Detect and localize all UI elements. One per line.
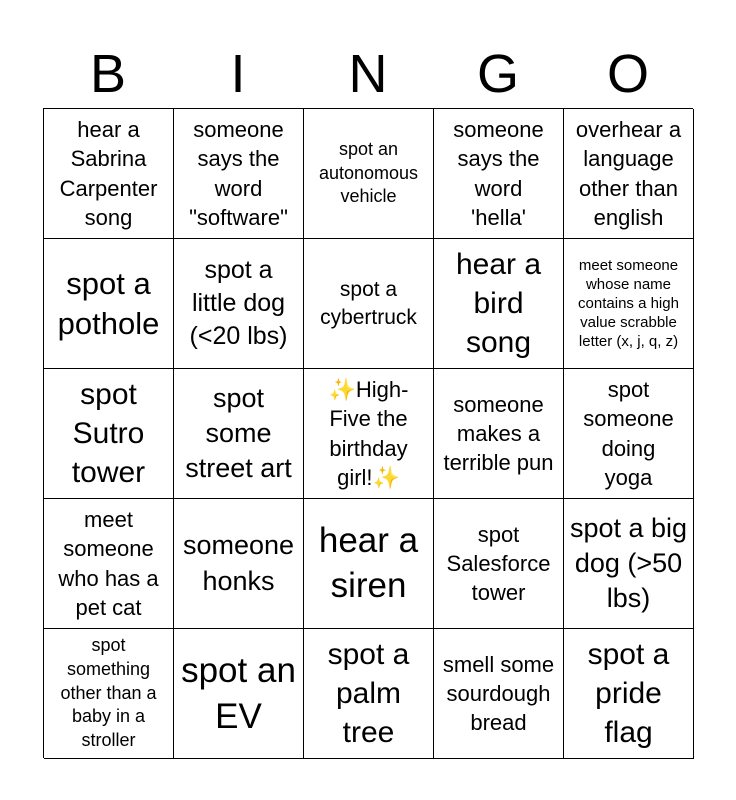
bingo-cell[interactable]: ✨High-Five the birthday girl!✨ [304,369,434,499]
bingo-cell[interactable]: smell some sourdough bread [434,629,564,759]
bingo-cell[interactable]: spot someone doing yoga [564,369,694,499]
bingo-cell[interactable]: hear a siren [304,499,434,629]
bingo-cell[interactable]: meet someone who has a pet cat [44,499,174,629]
bingo-cell[interactable]: spot a palm tree [304,629,434,759]
bingo-cell[interactable]: spot Salesforce tower [434,499,564,629]
bingo-grid [43,108,693,758]
header-letter-n: N [348,44,388,104]
bingo-cell[interactable]: someone honks [174,499,304,629]
bingo-cell[interactable]: spot a pride flag [564,629,694,759]
header-letter-b: B [89,44,127,104]
bingo-cell[interactable]: overhear a language other than english [564,109,694,239]
bingo-cell[interactable]: hear a Sabrina Carpenter song [44,109,174,239]
bingo-cell[interactable]: spot an autonomous vehicle [304,109,434,239]
header-letter-o: O [606,44,649,104]
bingo-cell[interactable]: spot some street art [174,369,304,499]
bingo-cell[interactable]: spot a cybertruck [304,239,434,369]
bingo-header [43,40,693,108]
bingo-cell[interactable]: spot Sutro tower [44,369,174,499]
bingo-cell[interactable]: someone says the word "software" [174,109,304,239]
bingo-cell[interactable]: spot something other than a baby in a stroller [44,629,174,759]
bingo-cell[interactable]: meet someone whose name contains a high value scrabble letter (x, j, q, z) [564,239,694,369]
bingo-cell[interactable]: spot a pothole [44,239,174,369]
bingo-cell[interactable]: hear a bird song [434,239,564,369]
bingo-cell[interactable]: someone says the word 'hella' [434,109,564,239]
bingo-cell[interactable]: someone makes a terrible pun [434,369,564,499]
header-letter-i: I [230,44,246,104]
header-letter-g: G [476,44,519,104]
bingo-cell[interactable]: spot an EV [174,629,304,759]
bingo-cell[interactable]: spot a big dog (>50 lbs) [564,499,694,629]
bingo-cell[interactable]: spot a little dog (<20 lbs) [174,239,304,369]
